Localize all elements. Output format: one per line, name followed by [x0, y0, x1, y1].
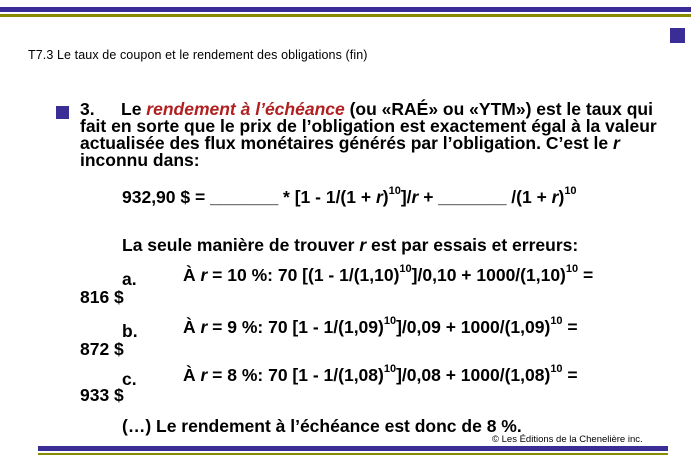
trial-text: = 8 %: 70 [1 - 1/(1,08)	[207, 365, 384, 385]
trial-text: =	[578, 265, 594, 285]
trial-exponent: 10	[550, 363, 563, 376]
trial-c-equation	[183, 365, 578, 386]
equation-variable-r: r	[411, 187, 419, 207]
bottom-rule-secondary	[38, 453, 668, 455]
intro-variable-r: r	[612, 133, 620, 153]
slide-title: T7.3 Le taux de coupon et le rendement des obligations (fin)	[28, 48, 368, 62]
top-rule-primary	[0, 7, 691, 12]
trial-exponent: 10	[383, 363, 397, 376]
bottom-rule-primary	[38, 446, 668, 451]
intro-text-pre: Le	[121, 99, 147, 119]
item-number: 3.	[80, 99, 95, 119]
equation-part: ]/	[400, 187, 412, 207]
trial-text: À	[183, 365, 201, 385]
trial-variable-r: r	[200, 265, 208, 285]
trial-c-result: 933 $	[80, 385, 124, 405]
trial-exponent: 10	[399, 263, 412, 276]
trial-text: =	[562, 317, 578, 337]
trial-a-equation	[183, 265, 593, 286]
trial-text: ]/0,10 + 1000/(1,10)	[411, 265, 566, 285]
trial-variable-r: r	[200, 365, 208, 385]
trial-exponent: 10	[565, 263, 579, 276]
trial-text: = 9 %: 70 [1 - 1/(1,09)	[207, 317, 384, 337]
method-text: est par essais et erreurs:	[366, 235, 579, 255]
equation-part: + _______ /(1 +	[418, 187, 552, 207]
intro-paragraph	[80, 101, 660, 169]
equation-part: )	[382, 187, 389, 207]
trial-a-result: 816 $	[80, 287, 124, 307]
equation-part: )	[558, 187, 565, 207]
equation-exponent: 10	[564, 185, 577, 198]
conclusion-statement: (…) Le rendement à l’échéance est donc de 8 %.	[122, 416, 522, 436]
intro-text-end: inconnu dans:	[80, 150, 200, 170]
trial-text: = 10 %: 70 [(1 - 1/(1,10)	[207, 265, 400, 285]
method-text: La seule manière de trouver	[122, 235, 360, 255]
trial-b-letter: b.	[122, 321, 138, 341]
trial-c-letter: c.	[122, 369, 137, 389]
pricing-equation	[122, 187, 577, 208]
trial-a-letter: a.	[122, 269, 137, 289]
trial-text: =	[562, 365, 578, 385]
trial-text: ]/0,08 + 1000/(1,08)	[396, 365, 551, 385]
trial-text: À	[183, 265, 201, 285]
method-statement	[122, 235, 578, 256]
equation-variable-r: r	[551, 187, 559, 207]
trial-text: ]/0,09 + 1000/(1,09)	[396, 317, 551, 337]
trial-variable-r: r	[200, 317, 208, 337]
equation-part: 932,90 $ = _______ * [1 - 1/(1 +	[122, 187, 376, 207]
copyright-notice: © Les Éditions de la Chenelière inc.	[492, 434, 643, 445]
equation-exponent: 10	[388, 185, 401, 198]
trial-b-equation	[183, 317, 578, 338]
trial-exponent: 10	[383, 315, 397, 328]
trial-text: À	[183, 317, 201, 337]
square-bullet-icon	[56, 106, 69, 119]
trial-b-result: 872 $	[80, 339, 124, 359]
trial-exponent: 10	[550, 315, 563, 328]
top-rule-secondary	[0, 14, 691, 17]
method-variable-r: r	[359, 235, 367, 255]
intro-highlight-term: rendement à l’échéance	[146, 99, 345, 119]
intro-text-body: (ou «RAÉ» ou «YTM») est le taux qui fait en sorte que le prix de l’obligation est exactement égal à la valeur actualisée des flux monétaires générés par l’obligation. C’est le	[80, 99, 657, 153]
equation-variable-r: r	[375, 187, 383, 207]
corner-square-decoration	[670, 28, 685, 43]
